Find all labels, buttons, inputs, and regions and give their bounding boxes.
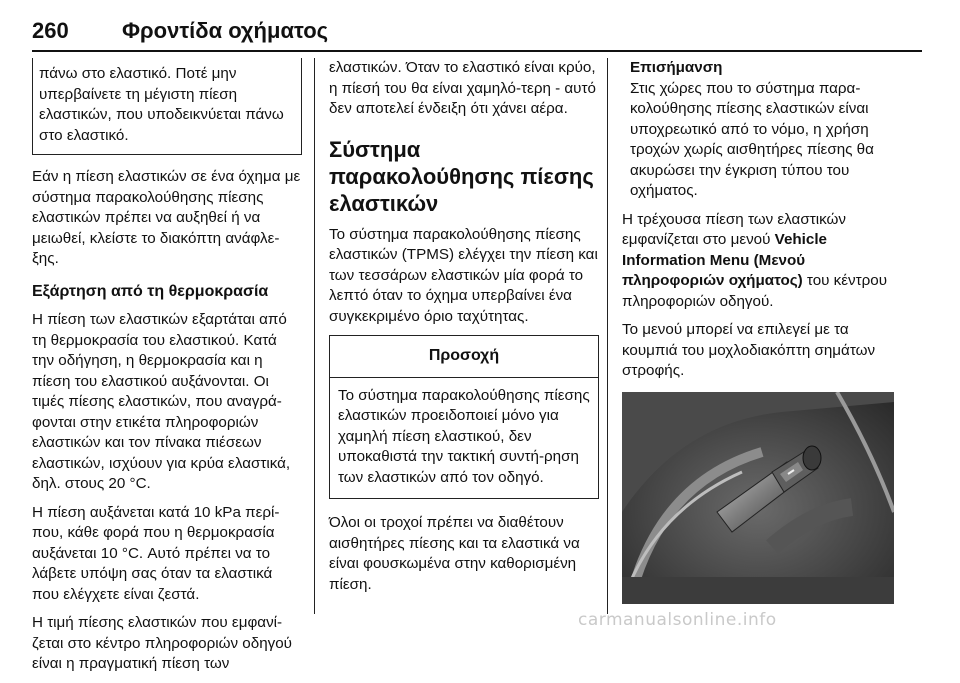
page-header bbox=[32, 12, 922, 48]
column-2 bbox=[329, 58, 599, 603]
caution-title: Προσοχή bbox=[330, 336, 598, 378]
paragraph-text: του κέντρου πληροφοριών οδηγού. bbox=[622, 272, 888, 310]
turn-signal-lever-photo bbox=[622, 392, 894, 604]
column-3 bbox=[622, 58, 894, 604]
paragraph: Όλοι οι τροχοί πρέπει να διαθέτουν αισθητήρες πίεσης και τα ελαστικά να είναι φουσκωμένα στην καθορισμένη πίεση. bbox=[329, 514, 580, 593]
paragraph: Η τιμή πίεσης ελαστικών που εμφανί-ζεται στο κέντρο πληροφοριών οδηγού είναι η πραγματική πίεση των bbox=[32, 614, 292, 672]
paragraph: ελαστικών. Όταν το ελαστικό είναι κρύο, η πίεσή του θα είναι χαμηλό-τερη - αυτό δεν αποτελεί ένδειξη ότι χάνει αέρα. bbox=[329, 59, 596, 117]
column-divider-1 bbox=[314, 58, 315, 614]
caution-box bbox=[329, 335, 599, 499]
paragraph: Η πίεση αυξάνεται κατά 10 kPa περί-που, κάθε φορά που η θερμοκρασία αυξάνεται 10 °C. Αυτό πρέπει να το λάβετε υπόψη σας όταν τα ελαστικά που ελέγχετε είναι ζεστά. bbox=[32, 503, 280, 603]
page-title: Φροντίδα οχήματος bbox=[122, 18, 329, 43]
continued-warning-box bbox=[32, 58, 302, 155]
menu-name: Vehicle Information Menu (Μενού πληροφοριών οχήματος) bbox=[622, 231, 828, 289]
section-heading: Εξάρτηση από τη θερμοκρασία bbox=[32, 282, 269, 300]
paragraph: Η πίεση των ελαστικών εξαρτάται από τη θερμοκρασία του ελαστικού. Κατά την οδήγηση, η θερμοκρασία και η πίεση του ελαστικού αυξάνονται. Οι τιμές πίεσης ελαστικών, που αναγρά-φονται στην ετικέτα πληροφοριών ελαστικών και τον πίνακα πιέσεων ελαστικών, ισχύουν για κρύα ελαστικά, δηλ. στους 20 °C. bbox=[32, 311, 291, 492]
page-number: 260 bbox=[32, 18, 69, 43]
note-title: Επισήμανση bbox=[630, 59, 723, 76]
paragraph bbox=[622, 210, 894, 313]
column-1 bbox=[32, 58, 302, 683]
paragraph: Το σύστημα παρακολούθησης πίεσης ελαστικών (TPMS) ελέγχει την πίεση και των τεσσάρων ελαστικών μία φορά το λεπτό όταν το όχημα υπερβαίνει ένα συγκεκριμένο όριο ταχύτητας. bbox=[329, 225, 598, 325]
note-block bbox=[622, 58, 894, 202]
paragraph: Εάν η πίεση ελαστικών σε ένα όχημα με σύστημα παρακολούθησης πίεσης ελαστικών πρέπει να αυξηθεί ή να μειωθεί, κλείστε το διακόπτη ανάφλε-ξης. bbox=[32, 168, 301, 267]
note-text: Στις χώρες που το σύστημα παρα-κολούθησης πίεσης ελαστικών είναι υποχρεωτικό από το νόμο, η χρήση τροχών χωρίς αισθητήρες πίεσης θα ακυρώσει την έγκριση τύπου του οχήματος. bbox=[630, 79, 874, 199]
continued-warning-text: πάνω στο ελαστικό. Ποτέ μην υπερβαίνετε τη μέγιστη πίεση ελαστικών, που υποδεικνύεται πάνω στο ελαστικό. bbox=[39, 65, 284, 144]
watermark: carmanualsonline.info bbox=[578, 610, 777, 630]
paragraph-text: Η τρέχουσα πίεση των ελαστικών εμφανίζεται στο μενού bbox=[622, 210, 846, 248]
caution-text: Το σύστημα παρακολούθησης πίεσης ελαστικών προειδοποιεί μόνο για χαμηλή πίεση ελαστικού, δεν υποκαθιστά την τακτική συντή-ρηση των ελαστικών από τον οδηγό. bbox=[338, 386, 590, 486]
section-heading-large: Σύστημα παρακολούθησης πίεσης ελαστικών bbox=[329, 136, 594, 216]
column-divider-2 bbox=[607, 58, 608, 614]
paragraph: Το μενού μπορεί να επιλεγεί με τα κουμπιά του μοχλοδιακόπτη σημάτων στροφής. bbox=[622, 321, 876, 379]
header-divider bbox=[32, 50, 922, 52]
